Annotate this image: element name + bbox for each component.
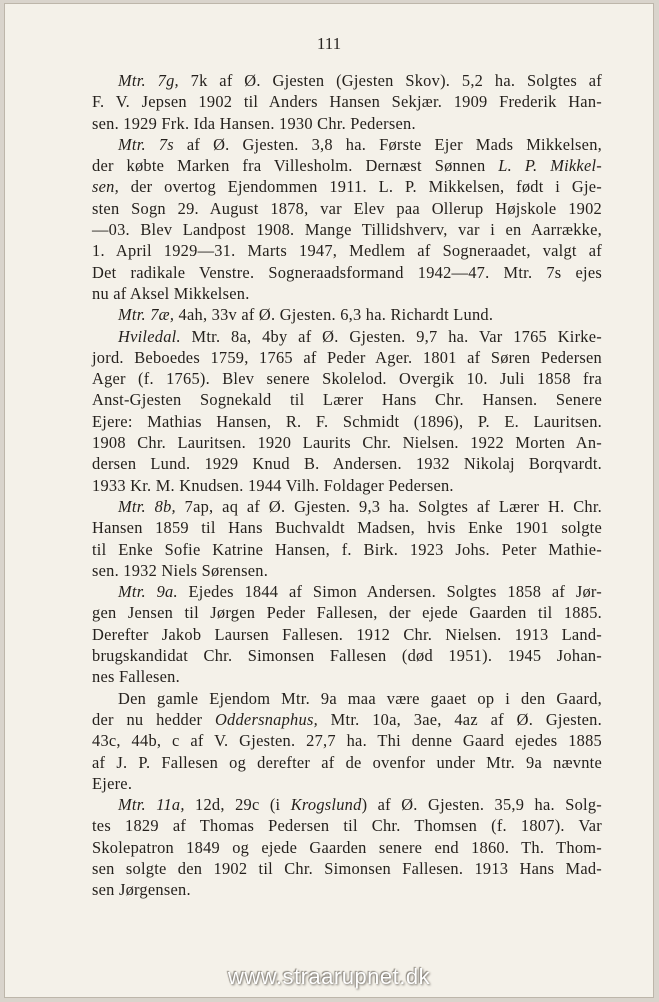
italic-text: L. P. Mikkel- <box>498 156 602 176</box>
text-line <box>92 773 602 794</box>
text-segment: 43c, 44b, c af V. Gjesten. 27,7 ha. Thi denne Gaard ejedes 1885 <box>92 731 602 751</box>
text-segment: F. V. Jepsen 1902 til Anders Hansen Sekjær. 1909 Frederik Han- <box>92 92 602 112</box>
watermark: www.straarupnet.dk <box>227 964 431 989</box>
text-line <box>92 858 602 879</box>
text-line <box>92 304 602 325</box>
italic-text: Krogslund <box>290 795 362 815</box>
text-line <box>92 347 602 368</box>
text-line <box>92 645 602 666</box>
text-segment: Ager (f. 1765). Blev senere Skolelod. Overgik 10. Juli 1858 fra <box>92 369 602 389</box>
text-segment: Hansen 1859 til Hans Buchvaldt Madsen, hvis Enke 1901 solgte <box>92 518 602 538</box>
text-line <box>92 219 602 240</box>
text-line <box>92 70 602 91</box>
book-page <box>4 3 654 998</box>
text-segment: Den gamle Ejendom Mtr. 9a maa være gaaet op i den Gaard, <box>118 688 602 708</box>
text-segment: dersen Lund. 1929 Knud B. Andersen. 1932 Nikolaj Borqvardt. <box>92 454 602 474</box>
text-line <box>92 666 602 687</box>
text-line <box>92 262 602 283</box>
italic-text: Mtr. 7g, <box>118 71 179 90</box>
text-segment: Mtr. 10a, 3ae, 4az af Ø. Gjesten. <box>317 709 602 729</box>
italic-text: Mtr. 11a, <box>118 795 185 815</box>
text-line <box>92 581 602 602</box>
text-line <box>92 752 602 773</box>
text-segment: 12d, 29c (i <box>184 795 291 815</box>
text-line <box>92 134 602 155</box>
text-segment: af Ø. Gjesten. 3,8 ha. Første Ejer Mads Mikkelsen, <box>173 134 602 154</box>
text-segment: Anst-Gjesten Sognekald til Lærer Hans Chr. Hansen. Senere <box>92 390 602 410</box>
text-segment: 1908 Chr. Lauritsen. 1920 Laurits Chr. Nielsen. 1922 Morten An- <box>92 433 602 453</box>
text-line <box>92 326 602 347</box>
text-segment: nes Fallesen. <box>92 667 180 687</box>
text-segment: 4ah, 33v af Ø. Gjesten. 6,3 ha. Richardt Lund. <box>174 305 494 325</box>
text-segment: 7ap, aq af Ø. Gjesten. 9,3 ha. Solgtes af Lærer H. Chr. <box>175 496 602 516</box>
text-segment: sen solgte den 1902 til Chr. Simonsen Fallesen. 1913 Hans Mad- <box>92 858 602 878</box>
text-segment: nu af Aksel Mikkelsen. <box>92 283 250 303</box>
text-segment: jord. Beboedes 1759, 1765 af Peder Ager. 1801 af Søren Pedersen <box>92 347 602 367</box>
italic-text: Mtr. 8b, <box>118 496 176 516</box>
italic-text: sen, <box>92 177 119 197</box>
text-segment: —03. Blev Landpost 1908. Mange Tillidshverv, var i en Aarrække, <box>92 220 602 240</box>
text-line <box>92 496 602 517</box>
text-segment: tes 1829 af Thomas Pedersen til Chr. Thomsen (f. 1807). Var <box>92 816 602 836</box>
text-line <box>92 113 602 134</box>
italic-text: Mtr. 7s <box>118 134 174 154</box>
text-segment: sen. 1929 Frk. Ida Hansen. 1930 Chr. Pedersen. <box>92 113 416 133</box>
text-line <box>92 411 602 432</box>
text-line <box>92 198 602 219</box>
text-line <box>92 176 602 197</box>
text-line <box>92 240 602 261</box>
text-line <box>92 368 602 389</box>
text-segment: Derefter Jakob Laursen Fallesen. 1912 Chr. Nielsen. 1913 Land- <box>92 624 602 644</box>
italic-text: Hviledal. <box>118 326 181 346</box>
text-line <box>92 794 602 815</box>
body-text <box>92 70 602 901</box>
text-line <box>92 560 602 581</box>
text-line <box>92 837 602 858</box>
text-segment: Ejere: Mathias Hansen, R. F. Schmidt (1896), P. E. Lauritsen. <box>92 411 602 431</box>
text-segment: Ejedes 1844 af Simon Andersen. Solgtes 1858 af Jør- <box>177 582 602 602</box>
text-segment: Skolepatron 1849 og ejede Gaarden senere end 1860. Th. Thom- <box>92 837 602 857</box>
text-line <box>92 389 602 410</box>
text-segment: ) af Ø. Gjesten. 35,9 ha. Solg- <box>361 795 602 815</box>
text-segment: Mtr. 8a, 4by af Ø. Gjesten. 9,7 ha. Var 1765 Kirke- <box>180 326 602 346</box>
text-line <box>92 453 602 474</box>
text-line <box>92 283 602 304</box>
text-line <box>92 624 602 645</box>
text-segment: 1. April 1929—31. Marts 1947, Medlem af Sogneraadet, valgt af <box>92 241 602 261</box>
text-segment: gen Jensen til Jørgen Peder Fallesen, der ejede Gaarden til 1885. <box>92 603 602 623</box>
text-segment: der overtog Ejendommen 1911. L. P. Mikkelsen, født i Gje- <box>118 177 602 197</box>
text-line <box>92 155 602 176</box>
text-line <box>92 688 602 709</box>
text-segment: af J. P. Fallesen og derefter af de ovenfor under Mtr. 9a nævnte <box>92 752 602 772</box>
italic-text: Mtr. 7æ, <box>118 305 175 325</box>
text-segment: brugskandidat Chr. Simonsen Fallesen (død 1951). 1945 Johan- <box>92 646 602 666</box>
text-segment: Ejere. <box>92 773 133 793</box>
text-line <box>92 709 602 730</box>
text-line <box>92 815 602 836</box>
text-line <box>92 475 602 496</box>
text-line <box>92 432 602 453</box>
text-line <box>92 91 602 112</box>
text-line <box>92 517 602 538</box>
text-segment: til Enke Sofie Katrine Hansen, f. Birk. 1923 Johs. Peter Mathie- <box>92 539 602 559</box>
page-number: 111 <box>316 34 342 53</box>
text-segment: sten Sogn 29. August 1878, var Elev paa Ollerup Højskole 1902 <box>92 198 602 218</box>
text-segment: Det radikale Venstre. Sogneraadsformand 1942—47. Mtr. 7s ejes <box>92 262 602 282</box>
text-segment: der købte Marken fra Villesholm. Dernæst Sønnen <box>92 156 499 176</box>
text-segment: sen Jørgensen. <box>92 880 191 900</box>
text-segment: 7k af Ø. Gjesten (Gjesten Skov). 5,2 ha. Solgtes af <box>178 71 602 90</box>
italic-text: Mtr. 9a. <box>118 582 178 602</box>
text-segment: 1933 Kr. M. Knudsen. 1944 Vilh. Foldager Pedersen. <box>92 475 454 495</box>
text-segment: sen. 1932 Niels Sørensen. <box>92 560 269 580</box>
text-line <box>92 730 602 751</box>
text-line <box>92 539 602 560</box>
text-segment: der nu hedder <box>92 709 215 729</box>
text-line <box>92 602 602 623</box>
italic-text: Oddersnaphus, <box>214 709 318 729</box>
text-line <box>92 879 602 900</box>
